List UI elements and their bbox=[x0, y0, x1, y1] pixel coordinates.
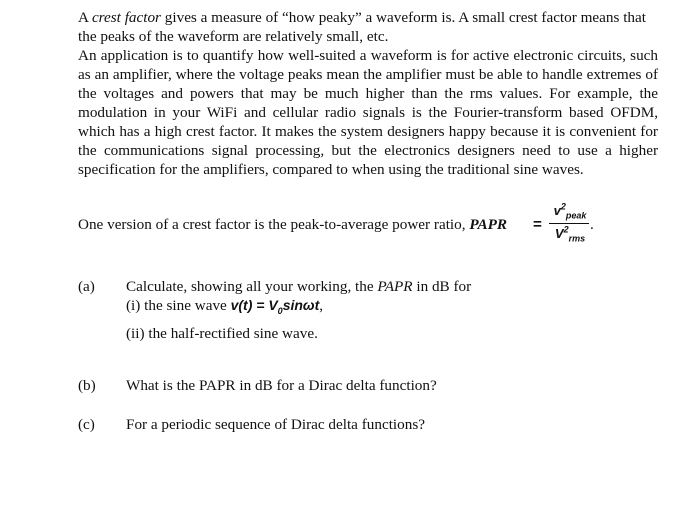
question-a-line3: (ii) the half-rectified sine wave. bbox=[126, 324, 318, 342]
question-c-text: For a periodic sequence of Dirac delta functions? bbox=[126, 416, 425, 433]
fraction-bar bbox=[549, 223, 589, 224]
sine-wave-lhs: v(t) = V bbox=[230, 297, 278, 313]
formula-period: . bbox=[590, 216, 594, 233]
denominator-sup: 2 bbox=[563, 224, 569, 235]
question-a-body bbox=[126, 277, 646, 343]
question-a-papr: PAPR bbox=[377, 278, 413, 295]
papr-formula-line bbox=[78, 200, 678, 254]
formula-sentence bbox=[78, 215, 507, 234]
question-a-line1-pre: Calculate, showing all your working, the bbox=[126, 278, 378, 295]
fraction-denominator bbox=[547, 224, 593, 244]
numerator-sup: 2 bbox=[560, 201, 566, 212]
formula-text: One version of a crest factor is the peak-to-average power ratio, bbox=[78, 216, 466, 233]
question-b-text: What is the PAPR in dB for a Dirac delta function? bbox=[126, 377, 437, 394]
papr-label: PAPR bbox=[469, 216, 508, 233]
question-a-line1 bbox=[126, 277, 646, 296]
question-a-label: (a) bbox=[78, 278, 95, 295]
question-c-label: (c) bbox=[78, 416, 95, 433]
denominator-var: V bbox=[554, 226, 564, 241]
question-a-line1-post: in dB for bbox=[412, 278, 472, 295]
denominator-sub: rms bbox=[568, 233, 586, 244]
fraction-numerator bbox=[547, 201, 593, 221]
numerator-var: v bbox=[553, 203, 561, 218]
numerator-sub: peak bbox=[565, 210, 587, 221]
question-a-line2 bbox=[126, 296, 646, 321]
sine-wave-rhs: sinωt bbox=[282, 297, 320, 313]
papr-fraction bbox=[547, 200, 593, 252]
sine-wave-expression bbox=[230, 297, 320, 316]
intro-definition: gives a measure of “how peaky” a waveform is. A small crest factor means that the peaks of the waveform are relatively small, etc. bbox=[78, 9, 646, 45]
paragraph-application: An application is to quantify how well-suited a waveform is for active electronic circuits, such as an amplifier, where the voltage peaks mean the amplifier must be able to handle extremes of the voltages and powers that may be much higher than the rms values. For example, the modulation in your WiFi and cellular radio signals is the Fourier-transform based OFDM, which has a high crest factor. It makes the system designers happy because it is convenient for the communications signal processing, but the electronics designers need to use a higher specification for the amplifiers, compared to when using the traditional sine waves. bbox=[78, 47, 658, 178]
question-a-line2-post: , bbox=[319, 297, 324, 314]
intro-text bbox=[78, 8, 658, 179]
equals-sign: = bbox=[533, 216, 542, 233]
question-a-line2-pre: (i) the sine wave bbox=[126, 297, 231, 314]
question-b-label: (b) bbox=[78, 377, 96, 394]
sine-wave-sub: 0 bbox=[277, 305, 283, 316]
intro-article: A bbox=[78, 9, 92, 26]
paragraph-crest-factor bbox=[78, 8, 658, 46]
term-crest-factor: crest factor bbox=[91, 9, 161, 26]
